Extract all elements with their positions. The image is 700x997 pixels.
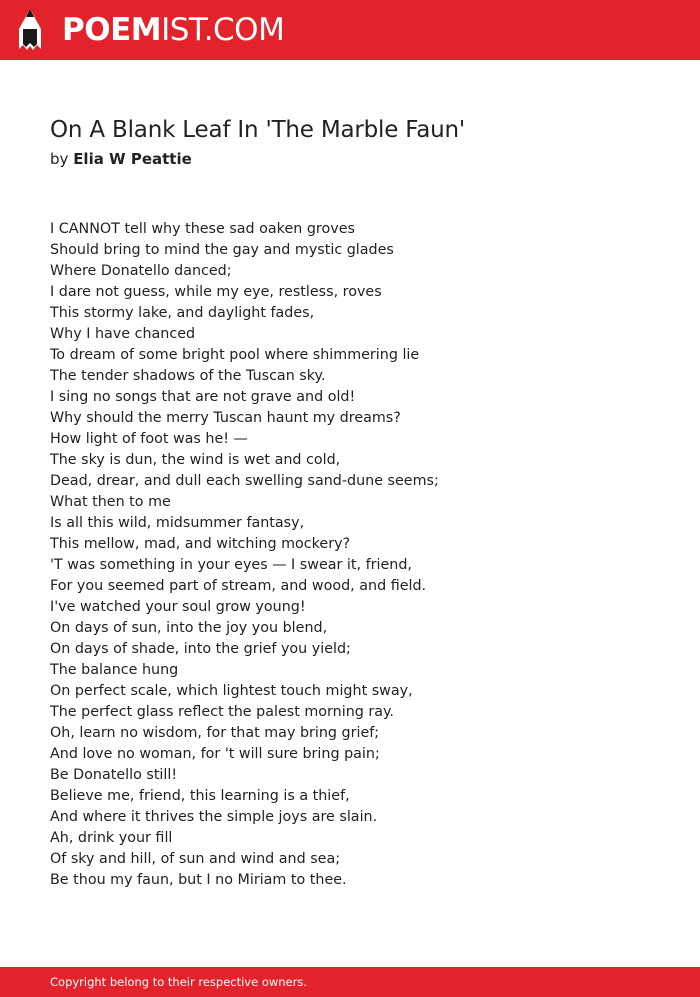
logo-bold-text: POEM — [62, 12, 162, 48]
poem-line: I sing no songs that are not grave and old! — [50, 389, 356, 405]
poem-line: For you seemed part of stream, and wood, and field. — [50, 578, 427, 594]
poem-line: I CANNOT tell why these sad oaken groves — [50, 221, 355, 237]
poem-line: Be thou my faun, but I no Miriam to thee. — [50, 872, 347, 888]
poem-body — [50, 219, 439, 891]
poem-line: Why should the merry Tuscan haunt my dreams? — [50, 410, 401, 426]
pencil-logo-icon[interactable] — [15, 7, 45, 53]
poem-line: Oh, learn no wisdom, for that may bring grief; — [50, 725, 380, 741]
poem-line: 'T was something in your eyes — I swear it, friend, — [50, 557, 412, 573]
poem-line: Dead, drear, and dull each swelling sand-dune seems; — [50, 473, 439, 489]
poem-line: On days of shade, into the grief you yield; — [50, 641, 351, 657]
author-name[interactable]: Elia W Peattie — [73, 150, 192, 168]
poem-title: On A Blank Leaf In 'The Marble Faun' — [50, 117, 465, 143]
poem-line: I've watched your soul grow young! — [50, 599, 306, 615]
poem-line: Of sky and hill, of sun and wind and sea; — [50, 851, 341, 867]
poem-line: This stormy lake, and daylight fades, — [50, 305, 315, 321]
poem-line: Why I have chanced — [50, 326, 196, 342]
poem-line: I dare not guess, while my eye, restless, roves — [50, 284, 382, 300]
by-label: by — [50, 150, 69, 168]
poem-line: Believe me, friend, this learning is a thief, — [50, 788, 350, 804]
poem-line: What then to me — [50, 494, 171, 510]
copyright-text: Copyright belong to their respective owners. — [50, 975, 308, 989]
poem-line: The perfect glass reflect the palest morning ray. — [50, 704, 394, 720]
logo-light-text: IST.COM — [161, 12, 285, 48]
poem-line: And love no woman, for 't will sure bring pain; — [50, 746, 380, 762]
poem-line: How light of foot was he! — — [50, 431, 248, 447]
poem-line: Be Donatello still! — [50, 767, 178, 783]
poem-line: And where it thrives the simple joys are slain. — [50, 809, 378, 825]
poem-line: Should bring to mind the gay and mystic glades — [50, 242, 394, 258]
poem-line: Is all this wild, midsummer fantasy, — [50, 515, 305, 531]
poem-line: The balance hung — [50, 662, 179, 678]
poem-line: On days of sun, into the joy you blend, — [50, 620, 328, 636]
poem-line: Ah, drink your fill — [50, 830, 173, 846]
poem-line: To dream of some bright pool where shimmering lie — [50, 347, 420, 363]
site-header — [0, 0, 700, 60]
site-logo[interactable] — [62, 11, 284, 49]
byline — [50, 150, 192, 168]
site-footer — [0, 967, 700, 997]
poem-line: The sky is dun, the wind is wet and cold, — [50, 452, 341, 468]
poem-line: On perfect scale, which lightest touch might sway, — [50, 683, 413, 699]
poem-line: This mellow, mad, and witching mockery? — [50, 536, 351, 552]
poem-line: Where Donatello danced; — [50, 263, 232, 279]
poem-line: The tender shadows of the Tuscan sky. — [50, 368, 326, 384]
